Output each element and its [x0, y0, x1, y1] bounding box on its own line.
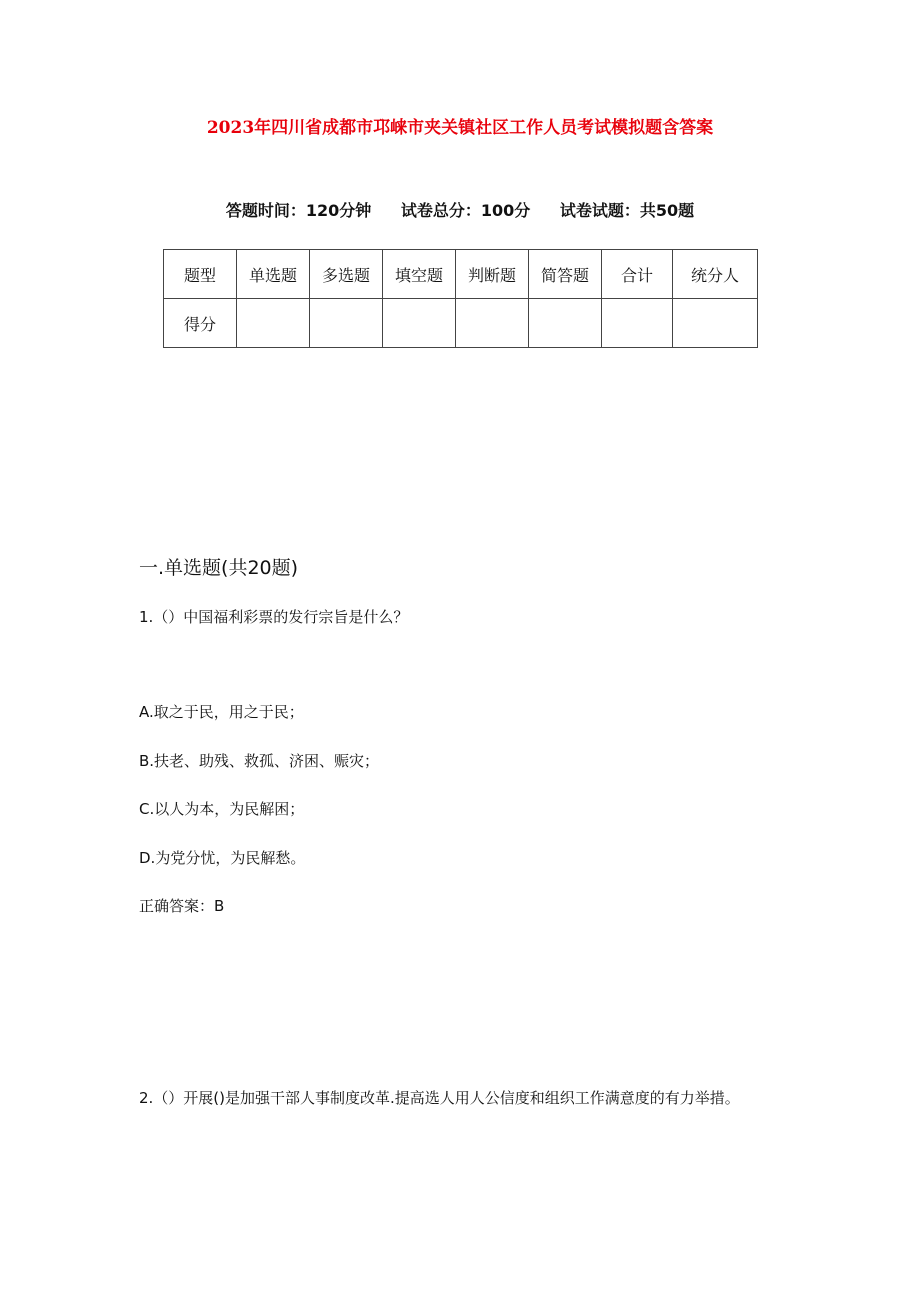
header-cell-single-choice: 单选题 — [237, 250, 310, 299]
question-1-answer: 正确答案：B — [139, 897, 225, 915]
question-1-stem: 1.（）中国福利彩票的发行宗旨是什么？ — [139, 608, 409, 626]
exam-time: 答题时间：120分钟 — [225, 201, 372, 220]
score-table — [163, 249, 758, 348]
header-cell-true-false: 判断题 — [456, 250, 529, 299]
exam-total-score: 试卷总分：100分 — [400, 201, 531, 220]
header-cell-grader: 统分人 — [673, 250, 758, 299]
score-cell — [602, 299, 673, 348]
header-cell-type: 题型 — [164, 250, 237, 299]
score-cell — [237, 299, 310, 348]
score-cell-label: 得分 — [164, 299, 237, 348]
score-cell — [310, 299, 383, 348]
score-cell — [383, 299, 456, 348]
document-title: 2023年四川省成都市邛崃市夹关镇社区工作人员考试模拟题含答案 — [206, 118, 714, 138]
question-1-option-d: D.为党分忧，为民解愁。 — [139, 849, 306, 867]
score-cell — [456, 299, 529, 348]
question-1-option-a: A.取之于民，用之于民； — [139, 703, 304, 721]
header-cell-multiple-choice: 多选题 — [310, 250, 383, 299]
score-cell — [529, 299, 602, 348]
score-table-header-row — [164, 250, 758, 299]
question-1-option-b: B.扶老、助残、救孤、济困、赈灾； — [139, 752, 380, 770]
score-table-score-row — [164, 299, 758, 348]
header-cell-short-answer: 简答题 — [529, 250, 602, 299]
question-1-option-c: C.以人为本，为民解困； — [139, 800, 305, 818]
section-heading: 一.单选题(共20题) — [139, 557, 299, 579]
header-cell-fill-blank: 填空题 — [383, 250, 456, 299]
question-2-stem: 2.（）开展()是加强干部人事制度改革.提高选人用人公信度和组织工作满意度的有力举措。 — [139, 1089, 740, 1107]
exam-question-count: 试卷试题：共50题 — [559, 201, 695, 220]
exam-info — [0, 198, 920, 221]
score-cell — [673, 299, 758, 348]
header-cell-total: 合计 — [602, 250, 673, 299]
